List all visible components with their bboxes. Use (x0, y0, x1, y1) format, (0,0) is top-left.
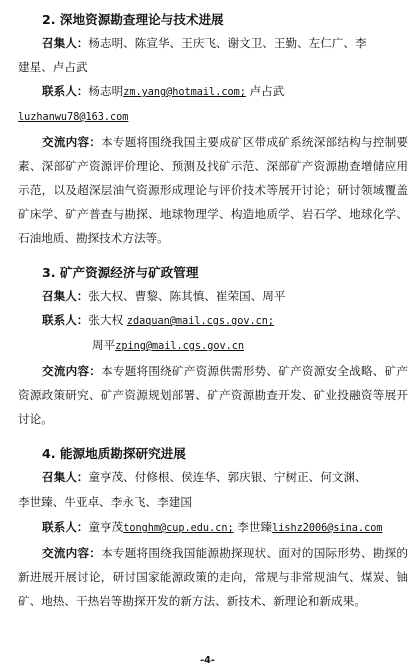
section-2-contact-email-2[interactable]: luzhanwu78@163.com (18, 112, 129, 123)
section-3-content (18, 359, 408, 431)
section-3-contact-line2 (92, 340, 244, 352)
section-3-contact-name-1: 张大权 (88, 313, 127, 327)
section-2-content-text: 本专题将围绕我国主要成矿区带成矿系统深部结构与控制要素、深部矿产资源评价理论、预测及找矿示范、深部矿产资源勘查增储应用示范，以及超深层油气资源形成理论与评价技术等展开讨论；研讨领域覆盖矿床学、矿产普查与勘探、地球物理学、构造地质学、岩石学、地球化学、石油地质、勘探技术方法等。 (18, 135, 408, 245)
section-2-contact-email-1[interactable]: zm.yang@hotmail.com; (123, 87, 246, 98)
section-2-contact-line (42, 86, 284, 98)
section-4-contact-name-1: 童亨茂 (88, 520, 124, 534)
section-2-contact-label: 联系人： (42, 84, 89, 98)
section-3-convener-line (42, 291, 286, 303)
section-2-title: 2. 深地资源勘查理论与技术进展 (42, 12, 224, 27)
section-3-content-text: 本专题将围绕矿产资源供需形势、矿产资源安全战略、矿产资源政策研究、矿产资源规划部署、矿产资源勘查开发、矿业投融资等展开讨论。 (18, 364, 408, 426)
section-2-contact-line2 (18, 111, 128, 123)
section-3-contact-label: 联系人： (42, 313, 89, 327)
section-2-content (18, 130, 408, 250)
section-4-title: 4. 能源地质勘探研究进展 (42, 446, 186, 461)
section-3-convener-names: 张大权、曹黎、陈其慎、崔荣国、周平 (88, 289, 286, 303)
section-2-contact-name-2: 卢占武 (245, 84, 285, 98)
section-4-convener-names: 童亨茂、付修根、侯连华、郭庆银、宁树正、何文渊、 (88, 470, 367, 484)
section-4-content-label: 交流内容： (42, 546, 102, 560)
section-4-convener-line2: 李世臻、牛亚卓、李永飞、李建国 (18, 495, 192, 509)
section-4-convener-label: 召集人： (42, 470, 89, 484)
section-4-contact-email-2[interactable]: lishz2006@sina.com (272, 523, 383, 534)
section-2-convener-names: 杨志明、陈宣华、王庆飞、谢文卫、王勤、左仁广、李 (88, 36, 367, 50)
section-3-convener-label: 召集人： (42, 289, 89, 303)
section-3-title: 3. 矿产资源经济与矿政管理 (42, 265, 199, 280)
section-4-convener-line1 (42, 472, 367, 484)
section-2-contact-name-1: 杨志明 (88, 84, 124, 98)
section-2-content-label: 交流内容： (42, 135, 102, 149)
section-4-contact-email-1[interactable]: tonghm@cup.edu.cn; (123, 523, 234, 534)
section-4-contact-label: 联系人： (42, 520, 89, 534)
page-number: -4- (200, 655, 215, 666)
section-3-contact-name-2: 周平 (92, 338, 116, 352)
section-4-content (18, 541, 408, 613)
section-2-convener-line2: 建星、卢占武 (18, 60, 88, 74)
section-4-contact-name-2: 李世臻 (233, 520, 273, 534)
section-2-convener-line1 (42, 38, 367, 50)
section-3-content-label: 交流内容： (42, 364, 102, 378)
section-3-contact-email-2[interactable]: zping@mail.cgs.gov.cn (115, 341, 245, 352)
section-4-contact-line (42, 522, 382, 534)
section-3-contact-line (42, 315, 274, 327)
section-4-content-text: 本专题将围绕我国能源勘探现状、面对的国际形势、勘探的新进展开展讨论，研讨国家能源政策的走向，常规与非常规油气、煤炭、铀矿、地热、干热岩等勘探开发的新方法、新技术、新理论和新成果。 (18, 546, 408, 608)
section-3-contact-email-1[interactable]: zdaquan@mail.cgs.gov.cn; (126, 316, 275, 327)
section-2-convener-label: 召集人： (42, 36, 89, 50)
